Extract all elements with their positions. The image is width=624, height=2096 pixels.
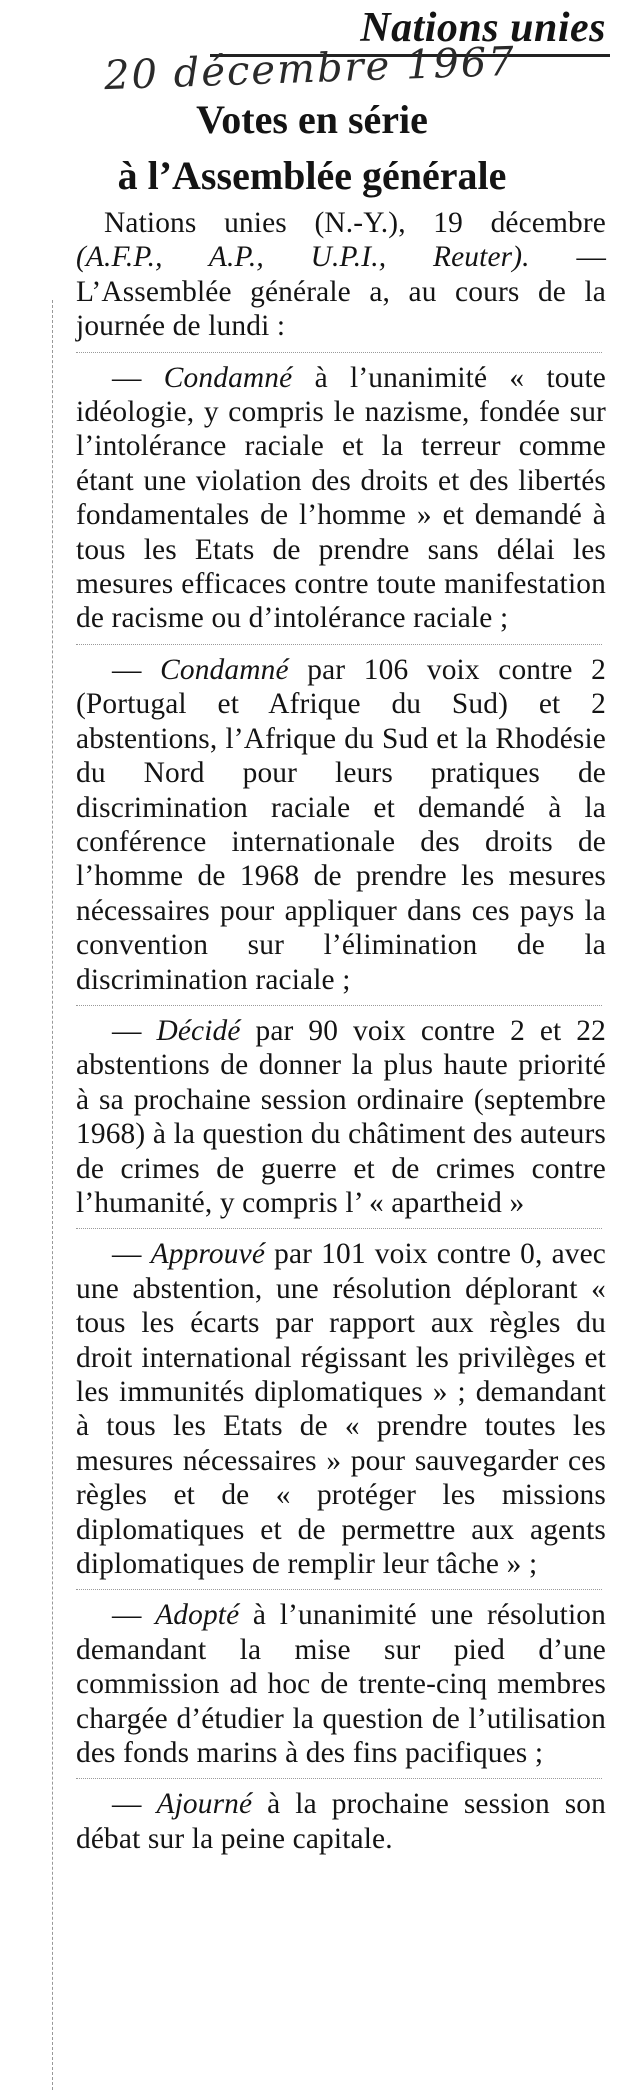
handwritten-date: 20 décembre 1967 [103, 38, 517, 100]
vote-text: par 106 voix contre 2 (Portugal et Afrique du Sud) et 2 abstentions, l’Afrique du Sud et la Rhodésie du Nord pour leurs pratiques de discrimination raciale et demandé à la conférence internationale des droits de l’homme de 1968 de prendre les mesures nécessaires pour appliquer dans ces pays la convention sur l’élimination de la discrimination raciale ; [76, 653, 606, 996]
vote-item: — Adopté à l’unanimité une résolution demandant la mise sur pied d’une commission ad hoc de trente-cinq membres chargée d’étudier la question de l’utilisation des fonds marins à des fins pacifiques ; [76, 1599, 606, 1770]
separator [76, 1005, 602, 1006]
separator [76, 1589, 602, 1590]
vote-text: par 90 voix contre 2 et 22 abstentions de donner la plus haute priorité à sa prochaine session ordinaire (septembre 1968) à la question du châtiment des auteurs de crimes de guerre et de crimes contre l’humanité, y compris l’ « apartheid » [76, 1014, 606, 1219]
vote-text: à la prochaine session son débat sur la peine capitale. [76, 1788, 606, 1855]
article-body [76, 206, 606, 1856]
dateline-paragraph [76, 206, 606, 344]
vote-verb: Décidé [156, 1014, 241, 1047]
dateline-place: Nations unies (N.-Y.), 19 décembre [104, 207, 606, 239]
dateline-agencies: (A.F.P., A.P., U.P.I., Reuter). [76, 241, 530, 274]
section-head: Nations unies [360, 5, 606, 51]
vote-item: — Condamné à l’unanimité « toute idéologie, y compris le nazisme, fondée sur l’intolérance raciale et la terreur comme étant une violation des droits et des libertés fondamentales de l’homme » et demandé à tous les Etats de prendre sans délai les mesures efficaces contre toute manifestation de racisme ou d’intolérance raciale ; [76, 361, 606, 635]
vote-verb: Condamné [163, 361, 293, 394]
vote-item: — Décidé par 90 voix contre 2 et 22 abstentions de donner la plus haute priorité à sa prochaine session ordinaire (septembre 1968) à la question du châtiment des auteurs de crimes de guerre et de crimes contre l’humanité, y compris l’ « apartheid » [76, 1014, 606, 1219]
vote-verb: Condamné [160, 653, 289, 686]
separator [76, 1228, 602, 1229]
vote-item: — Ajourné à la prochaine session son débat sur la peine capitale. [76, 1788, 606, 1855]
headline-line-2: à l’Assemblée générale [117, 153, 507, 198]
dateline-rest: — L’Assemblée générale a, au cours de la journée de lundi : [76, 241, 606, 343]
vote-verb: Approuvé [150, 1238, 266, 1271]
vote-text: par 101 voix contre 0, avec une abstention, une résolution déplorant « tous les écarts par rapport aux règles du droit international régissant les privilèges et les immunités diplomatiques » ; demandant à tous les Etats de « prendre toutes les mesures nécessaires » pour sauvegarder ces règles et de « protéger les missions diplomatiques et de permettre aux agents diplomatiques de remplir leur tâche » ; [76, 1238, 606, 1581]
vote-text: à l’unanimité « toute idéologie, y compris le nazisme, fondée sur l’intolérance raciale et la terreur comme étant une violation des droits et des libertés fondamentales de l’homme » et demandé à tous les Etats de prendre sans délai les mesures efficaces contre toute manifestation de racisme ou d’intolérance raciale ; [76, 361, 606, 635]
headline-line-1: Votes en série [196, 97, 428, 142]
separator [76, 1778, 602, 1779]
vote-item: — Condamné par 106 voix contre 2 (Portugal et Afrique du Sud) et 2 abstentions, l’Afrique du Sud et la Rhodésie du Nord pour leurs pratiques de discrimination raciale et demandé à la conférence internationale des droits de l’homme de 1968 de prendre les mesures nécessaires pour appliquer dans ces pays la convention sur l’élimination de la discrimination raciale ; [76, 653, 606, 996]
vote-text: à l’unanimité une résolution demandant la mise sur pied d’une commission ad hoc de trente-cinq membres chargée d’étudier la question de l’utilisation des fonds marins à des fins pacifiques ; [76, 1599, 606, 1770]
vote-item: — Approuvé par 101 voix contre 0, avec une abstention, une résolution déplorant « tous les écarts par rapport aux règles du droit international régissant les privilèges et les immunités diplomatiques » ; demandant à tous les Etats de « prendre toutes les mesures nécessaires » pour sauvegarder ces règles et de « protéger les missions diplomatiques et de permettre aux agents diplomatiques de remplir leur tâche » ; [76, 1238, 606, 1581]
separator [76, 644, 602, 645]
separator [76, 352, 602, 353]
vote-verb: Ajourné [156, 1788, 253, 1821]
vote-verb: Adopté [155, 1599, 240, 1632]
